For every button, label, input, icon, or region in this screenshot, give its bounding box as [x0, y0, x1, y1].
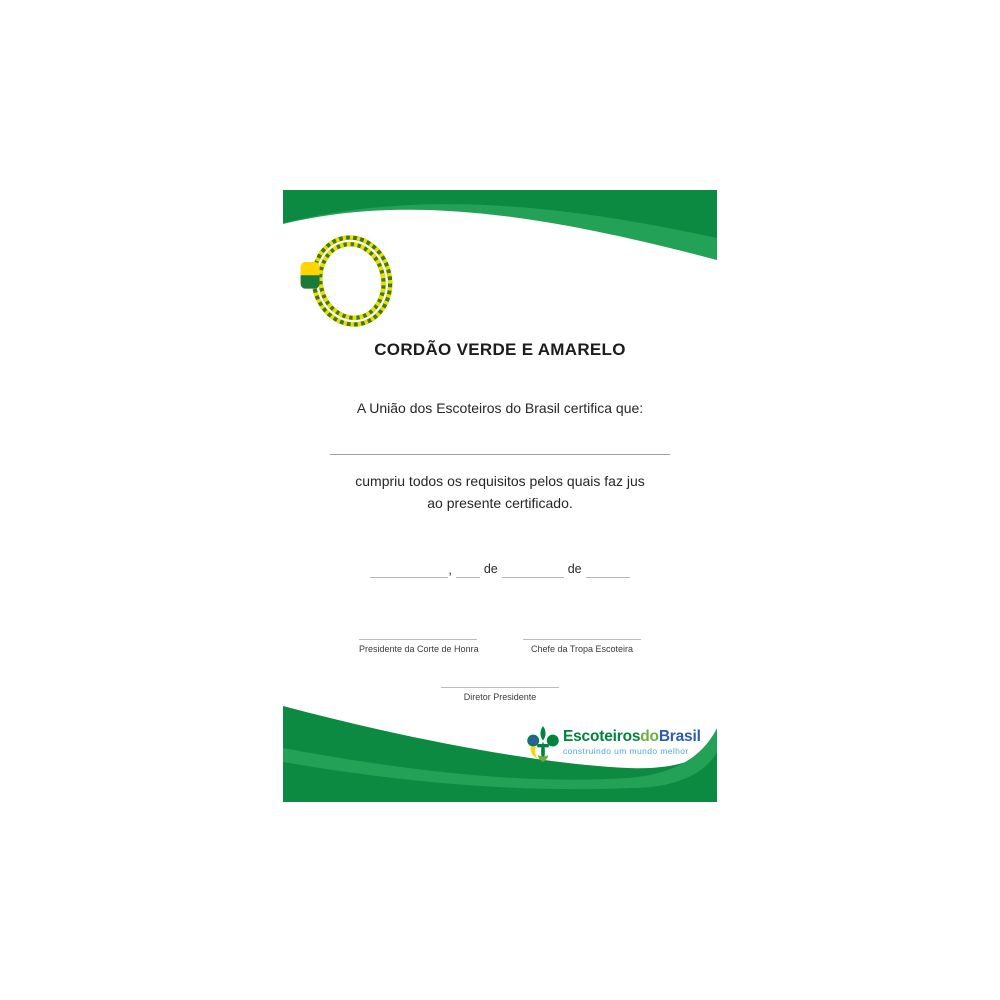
signature-line: [359, 639, 477, 640]
signature-line: [523, 639, 641, 640]
day-blank-line: [456, 561, 480, 578]
signature-label: Diretor Presidente: [463, 692, 537, 702]
certificate-document: [283, 190, 717, 802]
signature-line: [441, 687, 559, 688]
de-word-1: de: [483, 562, 498, 576]
signature-block-troop-chief: [523, 639, 641, 654]
logo-wordmark: [563, 728, 701, 746]
woggle-icon: [301, 262, 320, 289]
certificate-body-text: [283, 470, 717, 514]
body-line-2: ao presente certificado.: [427, 495, 573, 511]
recipient-name-line: [330, 454, 670, 455]
certifier-sentence: A União dos Escoteiros do Brasil certifica que:: [356, 400, 644, 416]
body-line-1: cumpriu todos os requisitos pelos quais faz jus: [355, 473, 645, 489]
signature-block-court-president: [359, 639, 477, 654]
logo-word-do: do: [640, 728, 659, 745]
signature-row: [283, 639, 717, 654]
signature-label: Chefe da Tropa Escoteira: [530, 644, 634, 654]
signature-label: Presidente da Corte de Honra: [359, 644, 479, 654]
logo-word-escoteiros: Escoteiros: [563, 728, 641, 745]
green-yellow-cord-icon: [293, 224, 407, 338]
city-blank-line: [370, 561, 448, 578]
escoteiros-do-brasil-logo: [526, 724, 701, 764]
month-blank-line: [502, 561, 564, 578]
de-word-2: de: [567, 562, 582, 576]
logo-text-block: [563, 724, 701, 756]
year-blank-line: [586, 561, 630, 578]
certificate-title: CORDÃO VERDE E AMARELO: [374, 340, 626, 359]
signature-block-director-president: [441, 687, 559, 702]
logo-tagline: construindo um mundo melhor: [563, 746, 689, 756]
logo-word-brasil: Brasil: [658, 728, 701, 745]
comma-separator: ,: [448, 563, 452, 577]
date-fill-row: [283, 558, 717, 578]
fleur-de-lis-icon: [526, 724, 560, 764]
